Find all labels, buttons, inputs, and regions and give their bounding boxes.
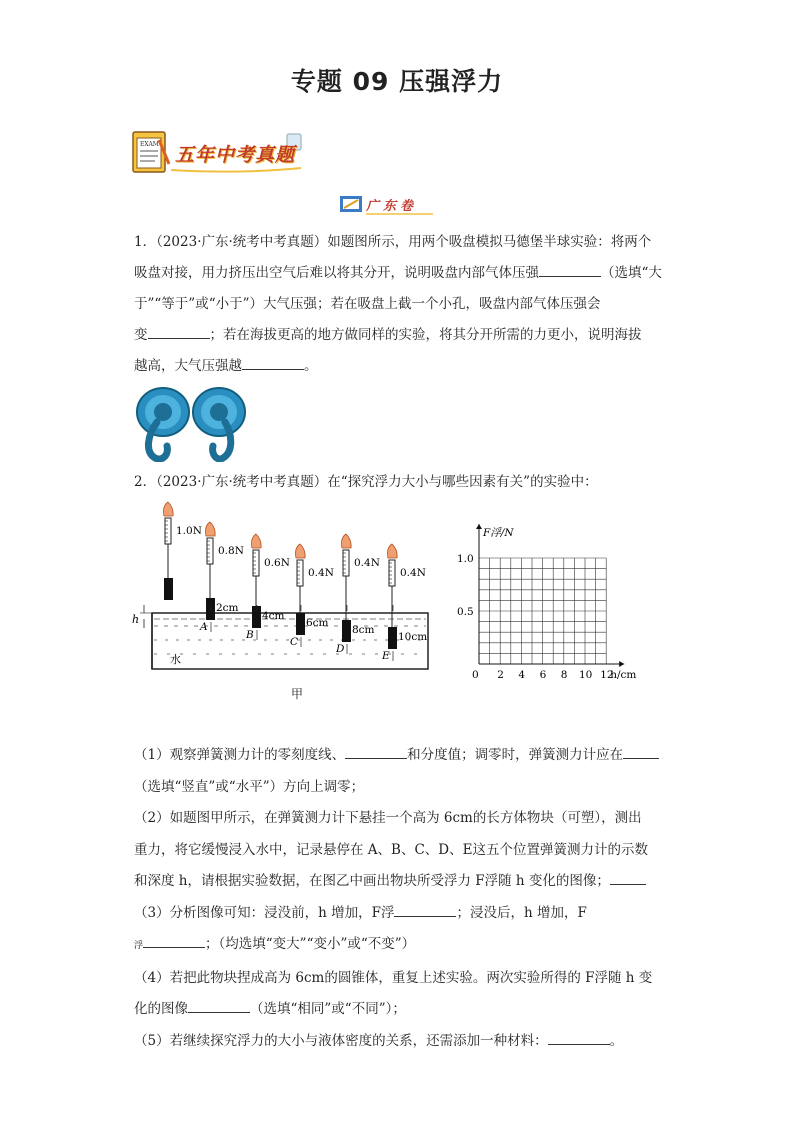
x-tick: 8	[560, 669, 568, 681]
x-axis-label: h/cm	[610, 669, 637, 681]
y-tick: 0.5	[457, 606, 474, 618]
subquestions: （1）观察弹簧测力计的零刻度线、 和分度值；调零时，弹簧测力计应在 （选填“竖直”或“水平”）方向上调零； （2）如题图甲所示，在弹簧测力计下悬挂一个高为 6cm的长方体物块（可塑），测出 重力，将它缓慢浸入水中，记录悬停在 A、B、C、D、E这五个位置弹簧测力计的示数 和深度 h，请根据实验数据，在图乙中画出物块所受浮力 F浮随 h 变化的图像； （3）分析图像可知：浸没前，h 增加，F浮 ；浸没后，h 增加，F 浮 ；（均选填“变大”“变小”或“不变”） （4）若把此物块捏成高为 6cm的圆锥体，重复上述实验。两次实验所得的 F浮随 h 变 化的图像 （选填“相同”或“不同”）； （5）若继续探究浮力的大小与液体密度的关系，还需添加一种材料： 。	[134, 740, 664, 1057]
section-badge: 五年中考真题	[175, 144, 296, 166]
spring-scale	[343, 550, 349, 576]
svg-text:EXAM: EXAM	[140, 141, 159, 148]
depth-label: 10cm	[398, 631, 428, 643]
x-tick: 10	[579, 669, 593, 681]
hand-icon	[342, 534, 352, 548]
hand-icon	[164, 502, 174, 516]
answer-blank[interactable]	[188, 998, 250, 1013]
scale-reading: 0.6N	[264, 557, 290, 569]
water-label: 水	[170, 653, 181, 666]
suction-cups-image	[133, 386, 253, 462]
answer-blank[interactable]	[548, 1030, 610, 1045]
hand-icon	[296, 544, 306, 558]
object-block	[388, 627, 397, 649]
page-title: 专题 09 压强浮力	[290, 67, 504, 96]
point-label: E	[382, 650, 390, 662]
spring-scale	[207, 538, 213, 564]
x-tick: 0	[472, 669, 479, 681]
h-label: h	[132, 613, 140, 626]
spring-scale	[165, 518, 171, 544]
depth-label: 8cm	[352, 624, 375, 636]
x-tick: 4	[518, 669, 526, 681]
hand-icon	[388, 544, 398, 558]
depth-label: 4cm	[262, 610, 285, 622]
object-block	[164, 578, 173, 600]
figure-yi-graph[interactable]	[455, 518, 655, 688]
question-2-intro: 2．（2023·广东·统考中考真题）在“探究浮力大小与哪些因素有关”的实验中：	[134, 474, 598, 490]
object-block	[252, 606, 261, 628]
scale-reading: 0.4N	[308, 567, 334, 579]
answer-blank[interactable]	[148, 324, 210, 339]
scale-reading: 0.4N	[354, 557, 380, 569]
answer-blank[interactable]	[143, 933, 205, 948]
scale-reading: 0.8N	[218, 545, 244, 557]
hand-icon	[252, 534, 262, 548]
point-label: C	[290, 636, 299, 648]
hand-icon	[206, 522, 216, 536]
object-block	[296, 613, 305, 635]
answer-blank[interactable]	[623, 744, 659, 759]
scale-reading: 0.4N	[400, 567, 426, 579]
figure-jia	[130, 500, 440, 700]
answer-blank[interactable]	[610, 870, 646, 885]
answer-blank[interactable]	[394, 902, 456, 917]
depth-label: 2cm	[216, 602, 239, 614]
region-badge: 广东卷	[366, 199, 418, 214]
object-block	[206, 598, 215, 620]
question-1: 1．（2023·广东·统考中考真题）如题图所示，用两个吸盘模拟马德堡半球实验：将两个 吸盘对接，用力挤压出空气后难以将其分开，说明吸盘内部气体压强 （选填“大 于”“等于”或“小于”）大气压强；若在吸盘上截一个小孔，吸盘内部气体压强会 变 ；若在海拔更高的地方做同样的实验，将其分开所需的力更小，说明海拔 越高，大气压强越 。	[134, 234, 662, 374]
point-label: A	[200, 621, 208, 633]
x-tick: 12	[600, 669, 614, 681]
depth-label: 6cm	[306, 617, 329, 629]
answer-blank[interactable]	[539, 262, 601, 277]
y-tick: 1.0	[457, 553, 474, 565]
point-label: D	[336, 643, 345, 655]
x-tick: 2	[497, 669, 504, 681]
y-axis-label: F浮/N	[483, 527, 514, 539]
x-tick: 6	[539, 669, 547, 681]
figure-jia-label: 甲	[291, 687, 304, 701]
spring-scale	[297, 560, 303, 586]
answer-blank[interactable]	[345, 744, 407, 759]
spring-scale	[389, 560, 395, 586]
answer-blank[interactable]	[242, 355, 304, 370]
scale-reading: 1.0N	[176, 525, 202, 537]
spring-scale	[253, 550, 259, 576]
object-block	[342, 620, 351, 642]
point-label: B	[246, 629, 254, 641]
